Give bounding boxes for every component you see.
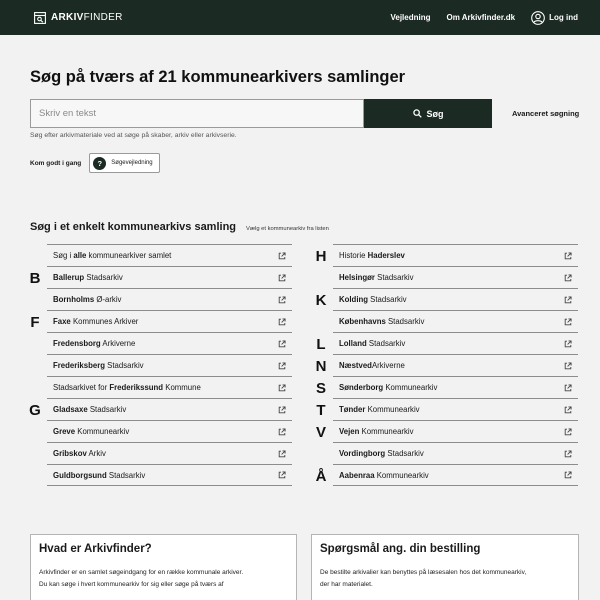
external-link-icon <box>564 252 572 260</box>
archive-list-item[interactable] <box>29 266 292 288</box>
archive-name <box>53 339 135 348</box>
external-link-icon <box>278 296 286 304</box>
index-letter: K <box>315 292 327 309</box>
archive-name-bold: Helsingør <box>339 273 375 282</box>
archive-name <box>339 471 429 480</box>
archive-name <box>339 339 405 348</box>
archive-list-item[interactable] <box>47 244 292 266</box>
external-link-icon <box>278 252 286 260</box>
archive-name-prefix: Historie <box>339 251 368 260</box>
info-card-text-2: der har materialet. <box>320 581 373 588</box>
info-card-bestilling <box>311 534 579 600</box>
archives-subtitle: Vælg et kommunearkiv fra listen <box>246 226 329 232</box>
archives-heading <box>30 221 329 233</box>
archive-name-suffix: Kommunearkiv <box>383 383 438 392</box>
search-button-label: Søg <box>426 108 444 119</box>
top-header <box>0 0 600 35</box>
archive-list-item[interactable] <box>47 442 292 464</box>
archive-name-prefix: Søg i <box>53 251 74 260</box>
archive-name-bold: Bornholms <box>53 295 95 304</box>
archive-list-right <box>315 244 578 486</box>
index-letter: N <box>315 358 327 375</box>
archive-name <box>53 427 129 436</box>
archive-name-bold: Kolding <box>339 295 369 304</box>
archive-list-item[interactable] <box>315 354 578 376</box>
archive-name <box>53 317 138 326</box>
search-input[interactable] <box>30 99 364 128</box>
index-letter: V <box>315 424 326 441</box>
archive-name-suffix: Stadsarkiv <box>84 273 123 282</box>
archive-list-item[interactable] <box>315 288 578 310</box>
external-link-icon <box>278 362 286 370</box>
archive-name-suffix: Stadsarkiv <box>385 449 424 458</box>
logo[interactable] <box>34 12 123 24</box>
archive-name-bold: alle <box>73 251 87 260</box>
archive-name-bold: Vordingborg <box>339 449 386 458</box>
external-link-icon <box>278 471 286 479</box>
external-link-icon <box>564 318 572 326</box>
info-card-text-2: Du kan søge i hvert kommunearkiv for sig eller søge på tværs af <box>39 581 224 588</box>
index-letter: H <box>315 248 327 265</box>
index-letter: Å <box>315 468 327 485</box>
external-link-icon <box>278 384 286 392</box>
archive-list-item[interactable] <box>315 464 578 486</box>
archive-list-item[interactable] <box>47 288 292 310</box>
archive-name-suffix: Kommune <box>163 383 201 392</box>
archive-name-bold: Gribskov <box>53 449 87 458</box>
archive-name <box>339 361 405 370</box>
external-link-icon <box>564 384 572 392</box>
external-link-icon <box>564 362 572 370</box>
external-link-icon <box>278 340 286 348</box>
archive-name-suffix: Kommunearkiv <box>75 427 130 436</box>
external-link-icon <box>564 428 572 436</box>
archive-list-item[interactable] <box>315 420 578 442</box>
archive-name-suffix: Arkiverne <box>100 339 136 348</box>
archive-name-suffix: Kommunearkiv <box>374 470 429 480</box>
login-button[interactable] <box>531 11 578 25</box>
main-nav <box>390 11 578 25</box>
archive-list-item[interactable] <box>316 332 578 354</box>
archive-list-item[interactable] <box>47 376 292 398</box>
archive-name-suffix: Stadsarkiv <box>374 273 414 282</box>
archive-name-bold: Aabenraa <box>339 470 375 480</box>
search-guide-label: Søgevejledning <box>111 160 153 166</box>
search-button[interactable] <box>364 99 492 128</box>
advanced-search-link[interactable]: Avanceret søgning <box>512 109 580 118</box>
index-letter: T <box>316 402 326 419</box>
archive-name <box>53 449 106 458</box>
search-hint: Søg efter arkivmateriale ved at søge på skaber, arkiv eller arkivserie. <box>30 132 237 139</box>
archive-list-item[interactable] <box>47 464 292 486</box>
archive-name-suffix: Stadsarkiv <box>87 405 127 414</box>
question-icon: ? <box>93 157 106 170</box>
external-link-icon <box>564 296 572 304</box>
search-guide-button[interactable] <box>89 153 159 173</box>
archive-name-suffix: Stadsarkiv <box>385 317 425 326</box>
external-link-icon <box>278 450 286 458</box>
archive-name <box>339 317 424 326</box>
archive-name <box>339 427 414 436</box>
archive-list-item[interactable] <box>315 244 578 266</box>
archive-name-suffix: Stadsarkiv <box>106 470 146 480</box>
archive-list-item[interactable] <box>47 354 292 376</box>
info-card-arkivfinder <box>30 534 297 600</box>
archives-title: Søg i et enkelt kommunearkivs samling <box>30 221 237 233</box>
archive-list-item[interactable] <box>47 332 292 354</box>
archive-list-item[interactable] <box>333 442 578 464</box>
archive-name-suffix: Stadsarkiv <box>368 295 407 304</box>
archive-name-bold: Vejen <box>339 427 360 436</box>
search-row <box>30 99 580 128</box>
archive-name-suffix: Kommunes Arkiver <box>70 317 139 326</box>
info-card-text-1: De bestilte arkivalier kan benyttes på læsesalen hos det kommunearkiv, <box>320 569 527 576</box>
archive-name-bold: Haderslev <box>367 251 405 260</box>
external-link-icon <box>564 340 572 348</box>
archive-list-item[interactable] <box>315 376 578 398</box>
get-started-label: Kom godt i gang <box>30 159 82 167</box>
external-link-icon <box>564 406 572 414</box>
index-letter: G <box>29 402 41 419</box>
archive-name <box>53 273 123 282</box>
archive-list-item[interactable] <box>333 310 578 332</box>
nav-om-arkivfinder[interactable]: Om Arkivfinder.dk <box>446 13 516 22</box>
archive-list-item[interactable] <box>333 266 578 288</box>
info-card-title: Hvad er Arkivfinder? <box>39 543 152 555</box>
archive-logo-icon <box>34 12 46 24</box>
archive-name-bold: Sønderborg <box>339 383 384 392</box>
archive-name-bold: Gladsaxe <box>53 405 88 414</box>
page-title: Søg på tværs af 21 kommunearkivers samlinger <box>30 68 406 86</box>
index-letter: B <box>29 270 41 287</box>
archive-name <box>339 383 437 392</box>
archive-name-suffix: Ø-arkiv <box>94 295 122 304</box>
index-letter: F <box>30 314 40 331</box>
login-label: Log ind <box>549 13 578 22</box>
archive-name-bold: Greve <box>53 427 76 436</box>
archive-name-bold: Tønder <box>339 405 366 414</box>
user-icon <box>531 11 545 25</box>
logo-bold-text: ARKIV <box>51 12 84 23</box>
search-icon <box>413 109 422 118</box>
index-letter: S <box>315 380 326 397</box>
archive-name-bold: Københavns <box>339 317 386 326</box>
search-hero <box>30 68 580 173</box>
archive-name <box>339 273 414 282</box>
index-letter: L <box>316 336 326 353</box>
archive-name-suffix: kommunearkiver samlet <box>86 251 172 260</box>
external-link-icon <box>564 450 572 458</box>
archive-name-suffix: Stadsarkiv <box>105 361 144 370</box>
archive-name-bold: Faxe <box>53 317 71 326</box>
archive-name <box>53 405 126 414</box>
archive-name-suffix: Arkiv <box>86 449 106 458</box>
archive-name <box>339 405 420 414</box>
archive-name-bold: Fredensborg <box>53 339 101 348</box>
external-link-icon <box>564 274 572 282</box>
archive-list-item[interactable] <box>29 398 292 420</box>
archive-name-bold: Frederikssund <box>109 383 164 392</box>
archive-name-prefix: Stadsarkivet for <box>53 383 110 392</box>
info-card-text-1: Arkivfinder er en samlet søgeindgang for en række kommunale arkiver. <box>39 569 244 576</box>
external-link-icon <box>278 274 286 282</box>
archive-name-bold: Frederiksberg <box>53 361 106 370</box>
info-card-title: Spørgsmål ang. din bestilling <box>320 543 481 555</box>
archive-name-suffix: Stadsarkiv <box>366 339 406 348</box>
archive-name-suffix: Arkiverne <box>371 361 405 370</box>
archive-name <box>339 449 424 458</box>
logo-light-text: FINDER <box>83 12 123 23</box>
archive-name <box>53 295 121 304</box>
archive-list-left <box>29 244 292 486</box>
archive-name-bold: Ballerup <box>53 273 85 282</box>
external-link-icon <box>278 318 286 326</box>
archive-list-item[interactable] <box>316 398 578 420</box>
archive-name-bold: Lolland <box>339 339 367 348</box>
external-link-icon <box>278 406 286 414</box>
archive-name-bold: Guldborgsund <box>53 470 107 480</box>
nav-vejledning[interactable]: Vejledning <box>390 13 431 22</box>
archive-name-bold: Næstved <box>339 361 372 370</box>
archive-name <box>53 251 171 260</box>
archive-name <box>53 471 145 480</box>
archive-list-item[interactable] <box>30 310 292 332</box>
archive-name-suffix: Kommunearkiv <box>365 405 420 414</box>
archive-name <box>339 251 405 260</box>
archive-name-suffix: Kommunearkiv <box>359 427 414 436</box>
get-started <box>30 153 580 173</box>
archive-name <box>53 383 201 392</box>
external-link-icon <box>278 428 286 436</box>
archive-list-item[interactable] <box>47 420 292 442</box>
external-link-icon <box>564 471 572 479</box>
archive-name <box>339 295 407 304</box>
archive-name <box>53 361 144 370</box>
